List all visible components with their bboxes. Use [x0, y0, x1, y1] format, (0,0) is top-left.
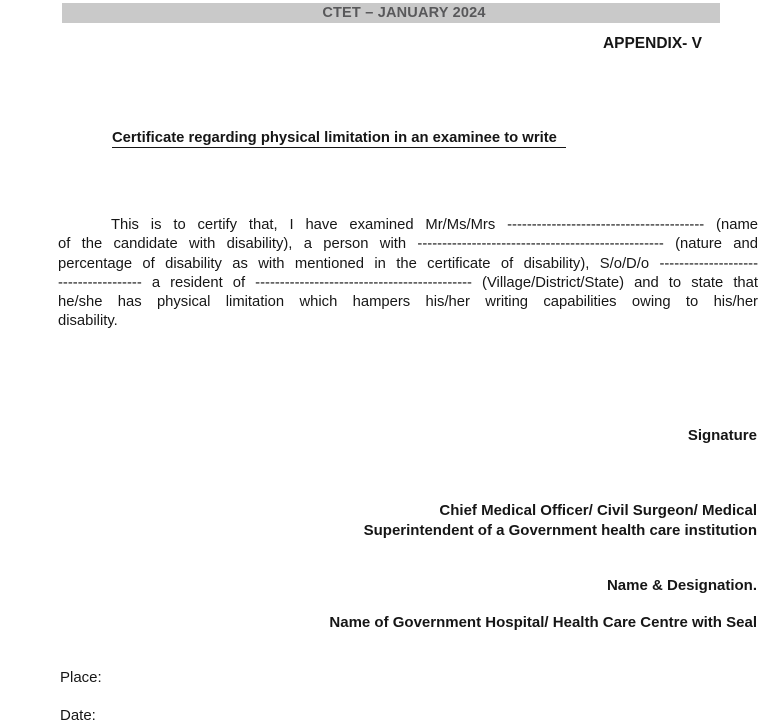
- authority-line: Superintendent of a Government health care institution: [363, 521, 757, 539]
- date-label: Date:: [60, 707, 96, 723]
- certificate-title: [112, 130, 566, 146]
- banner-title: CTET – JANUARY 2024: [322, 5, 486, 21]
- name-designation-label: Name & Designation.: [606, 577, 757, 594]
- authority-line: Chief Medical Officer/ Civil Surgeon/ Medical: [439, 502, 757, 519]
- authority-name: [364, 501, 757, 540]
- signature-label: Signature: [687, 427, 757, 444]
- body-line: disability.: [58, 313, 118, 330]
- hospital-seal-label: Name of Government Hospital/ Health Care Centre with Seal: [329, 614, 757, 631]
- body-line: of the candidate with disability), a person with -------------------------------------------------- (nature and: [58, 236, 758, 253]
- appendix-label: APPENDIX- V: [602, 35, 702, 52]
- certificate-body: [58, 216, 758, 332]
- body-line: percentage of disability as with mentioned in the certificate of disability), S/o/D/o --------------------: [58, 255, 758, 272]
- certificate-title-text: Certificate regarding physical limitation in an examinee to write: [112, 130, 566, 148]
- body-line: ----------------- a resident of -------------------------------------------- (Village/District/State) and to state that: [58, 274, 758, 291]
- place-label: Place:: [60, 669, 102, 686]
- body-line: This is to certify that, I have examined Mr/Ms/Mrs ---------------------------------------- (name: [111, 217, 758, 233]
- body-line: he/she has physical limitation which hampers his/her writing capabilities owing to his/her: [58, 294, 758, 311]
- header-banner: [62, 3, 720, 23]
